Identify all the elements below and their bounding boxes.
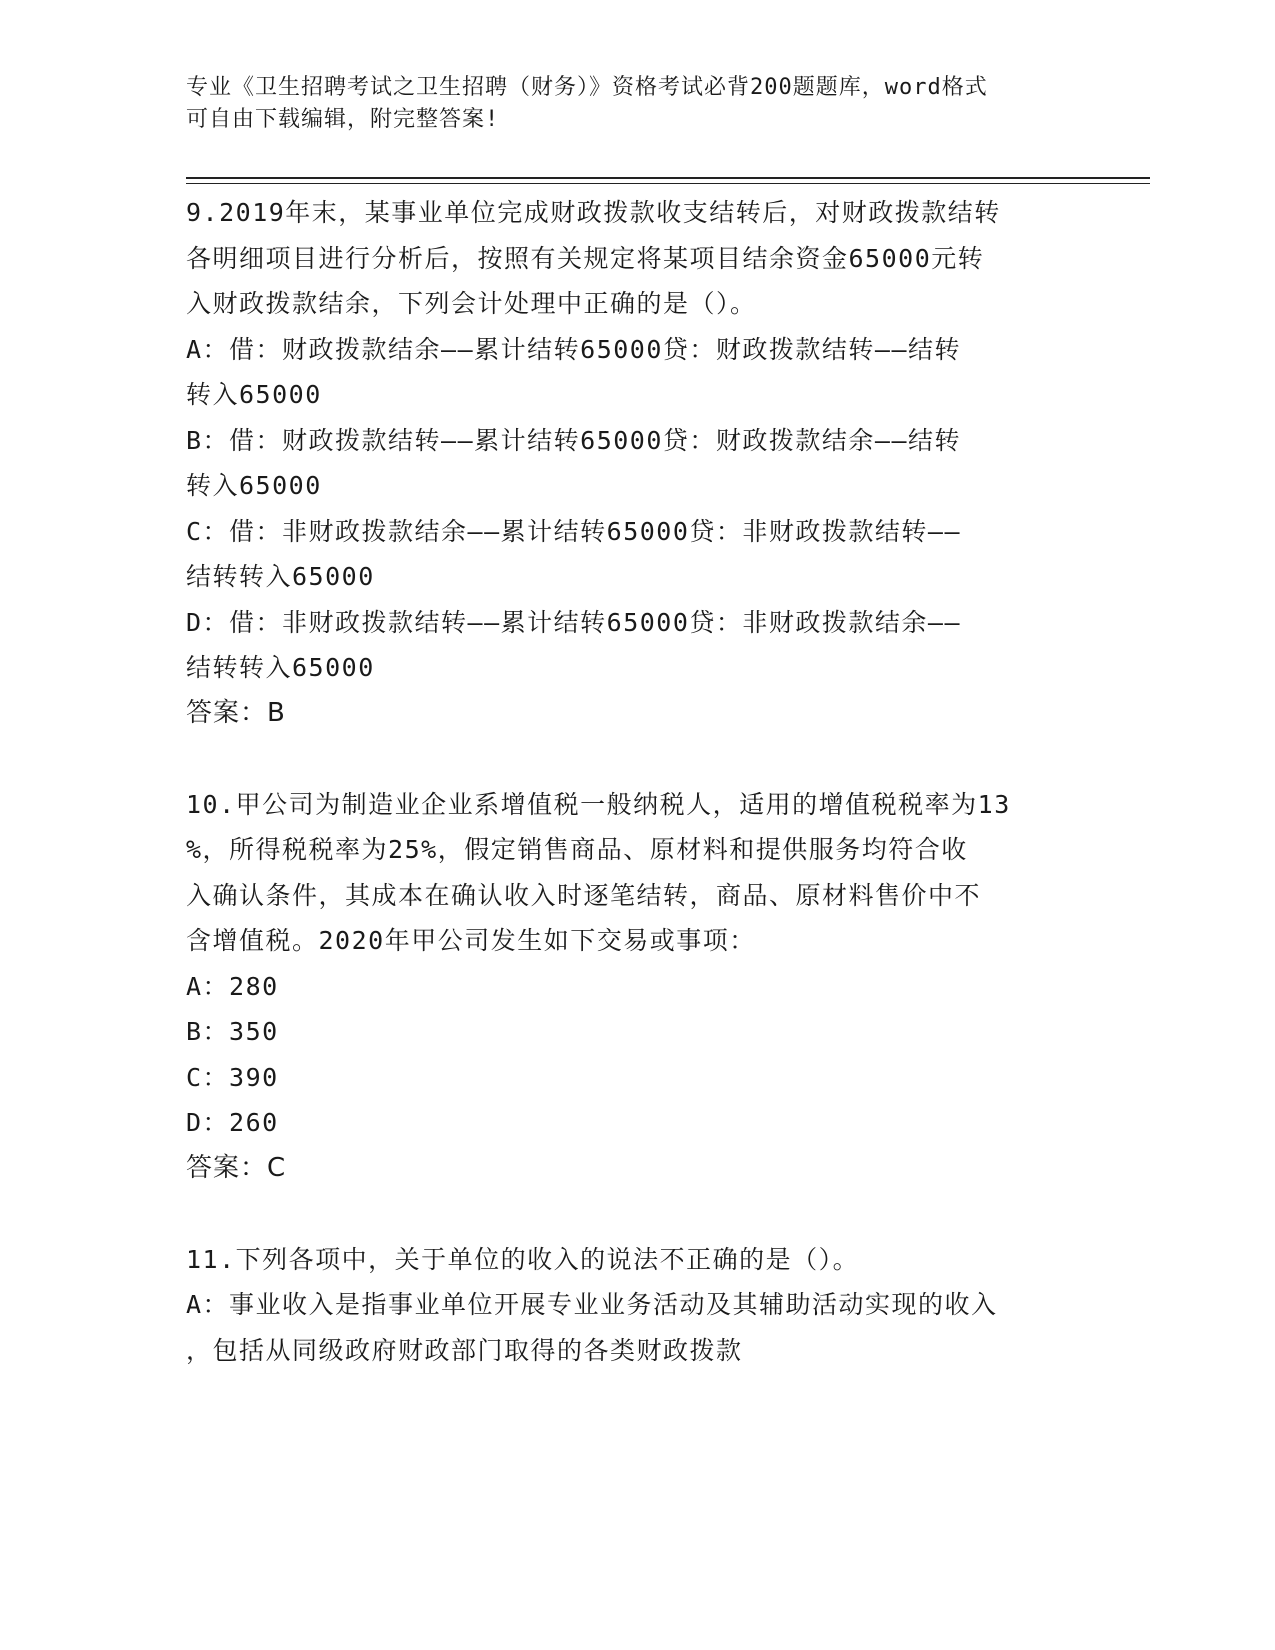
option-a-line: ，包括从同级政府财政部门取得的各类财政拨款	[186, 1335, 743, 1365]
question-9	[186, 190, 1086, 736]
question-stem-line: 10.甲公司为制造业企业系增值税一般纳税人，适用的增值税税率为13	[186, 789, 1011, 819]
question-stem-line: 入确认条件，其成本在确认收入时逐笔结转，商品、原材料售价中不	[186, 880, 982, 910]
header-line-2: 可自由下载编辑，附完整答案!	[186, 107, 500, 132]
document-header	[186, 72, 1086, 136]
option-b-line: B：借：财政拨款结转——累计结转65000贷：财政拨款结余——结转	[186, 425, 962, 455]
question-stem-line: 含增值税。2020年甲公司发生如下交易或事项：	[186, 926, 756, 955]
option-d-line: 结转转入65000	[186, 653, 375, 682]
option-a-line: A：借：财政拨款结余——累计结转65000贷：财政拨款结转——结转	[186, 334, 962, 364]
header-rule-thick	[186, 177, 1150, 179]
option-d-line: D：260	[186, 1108, 279, 1137]
question-stem-line: 入财政拨款结余，下列会计处理中正确的是（）。	[186, 289, 757, 318]
option-c-line: 结转转入65000	[186, 562, 375, 591]
answer-label: 答案：B	[186, 697, 286, 728]
question-stem-line: 各明细项目进行分析后，按照有关规定将某项目结余资金65000元转	[186, 243, 985, 273]
header-line-1: 专业《卫生招聘考试之卫生招聘（财务）》资格考试必背200题题库，word格式	[186, 75, 988, 100]
option-a-line: A：事业收入是指事业单位开展专业业务活动及其辅助活动实现的收入	[186, 1290, 998, 1319]
question-list	[186, 190, 1086, 1373]
question-11	[186, 1237, 1086, 1374]
option-b-line: 转入65000	[186, 471, 322, 500]
answer-label: 答案：C	[186, 1152, 287, 1183]
question-10	[186, 782, 1086, 1192]
option-c-line: C：借：非财政拨款结余——累计结转65000贷：非财政拨款结转——	[186, 516, 962, 546]
option-a-line: A：280	[186, 971, 279, 1001]
question-stem-line: 9.2019年末，某事业单位完成财政拨款收支结转后，对财政拨款结转	[186, 198, 1001, 227]
question-stem-line: 11.下列各项中，关于单位的收入的说法不正确的是（）。	[186, 1244, 860, 1274]
option-b-line: B：350	[186, 1017, 279, 1046]
option-c-line: C：390	[186, 1062, 279, 1092]
header-rule-thin	[186, 183, 1150, 184]
question-stem-line: %，所得税税率为25%，假定销售商品、原材料和提供服务均符合收	[186, 835, 968, 864]
option-a-line: 转入65000	[186, 380, 322, 409]
option-d-line: D：借：非财政拨款结转——累计结转65000贷：非财政拨款结余——	[186, 607, 962, 637]
